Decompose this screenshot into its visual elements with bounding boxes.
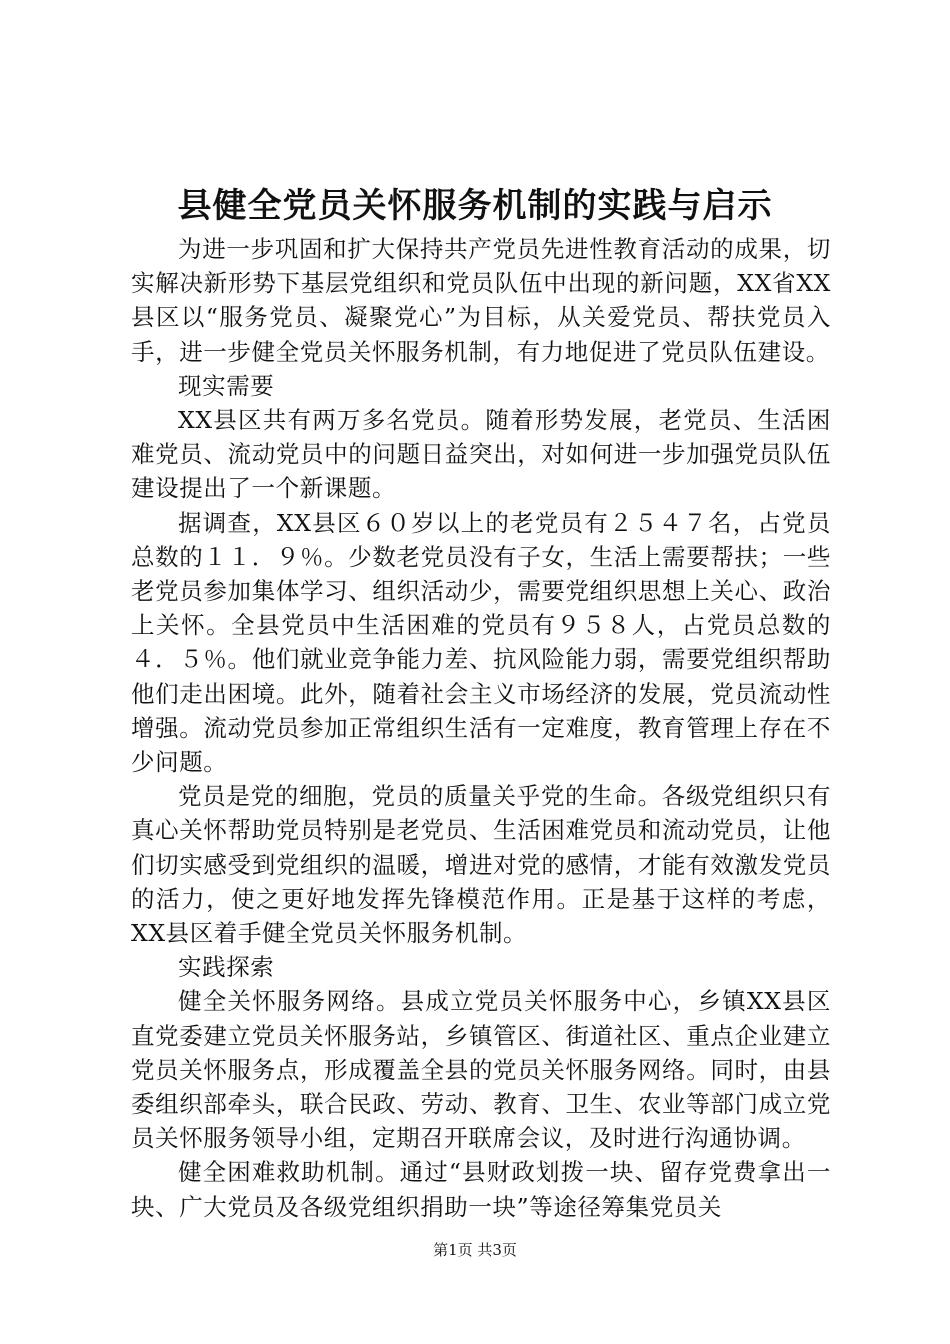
- paragraph-survey-data: 据调查，XX县区６０岁以上的老党员有２５４７名，占党员总数的１１．９％。少数老党员没有子女，生活上需要帮扶；一些老党员参加集体学习、组织活动少，需要党组织思想上关心、政治上关怀。全县党员中生活困难的党员有９５８人，占党员总数的４．５％。他们就业竞争能力差、抗风险能力弱，需要党组织帮助他们走出困境。此外，随着社会主义市场经济的发展，党员流动性增强。流动党员参加正常组织生活有一定难度，教育管理上存在不少问题。: [131, 508, 831, 777]
- paragraph-party-members: 党员是党的细胞，党员的质量关乎党的生命。各级党组织只有真心关怀帮助党员特别是老党员、生活困难党员和流动党员，让他们切实感受到党组织的温暖，增进对党的感情，才能有效激发党员的活力，使之更好地发挥先锋模范作用。正是基于这样的考虑，XX县区着手健全党员关怀服务机制。: [131, 782, 831, 948]
- section-heading-practice: 实践探索: [178, 953, 275, 982]
- paragraph-intro: 为进一步巩固和扩大保持共产党员先进性教育活动的成果，切实解决新形势下基层党组织和党员队伍中出现的新问题，XX省XX县区以“服务党员、凝聚党心”为目标，从关爱党员、帮扶党员入手，进一步健全党员关怀服务机制，有力地促进了党员队伍建设。: [131, 235, 831, 366]
- paragraph-service-network: 健全关怀服务网络。县成立党员关怀服务中心，乡镇XX县区直党委建立党员关怀服务站，乡镇管区、街道社区、重点企业建立党员关怀服务点，形成覆盖全县的党员关怀服务网络。同时，由县委组织部牵头，联合民政、劳动、教育、卫生、农业等部门成立党员关怀服务领导小组，定期召开联席会议，及时进行沟通协调。: [131, 987, 831, 1153]
- section-heading-needs: 现实需要: [178, 371, 275, 400]
- document-title: 县健全党员关怀服务机制的实践与启示: [177, 186, 773, 226]
- paragraph-needs-overview: XX县区共有两万多名党员。随着形势发展，老党员、生活困难党员、流动党员中的问题日益突出，对如何进一步加强党员队伍建设提出了一个新课题。: [131, 406, 831, 503]
- document-body: [131, 232, 831, 1224]
- page-number-footer: 第1页 共3页: [433, 1241, 517, 1259]
- paragraph-relief-mechanism: 健全困难救助机制。通过“县财政划拨一块、留存党费拿出一块、广大党员及各级党组织捐助一块”等途径筹集党员关: [131, 1158, 831, 1221]
